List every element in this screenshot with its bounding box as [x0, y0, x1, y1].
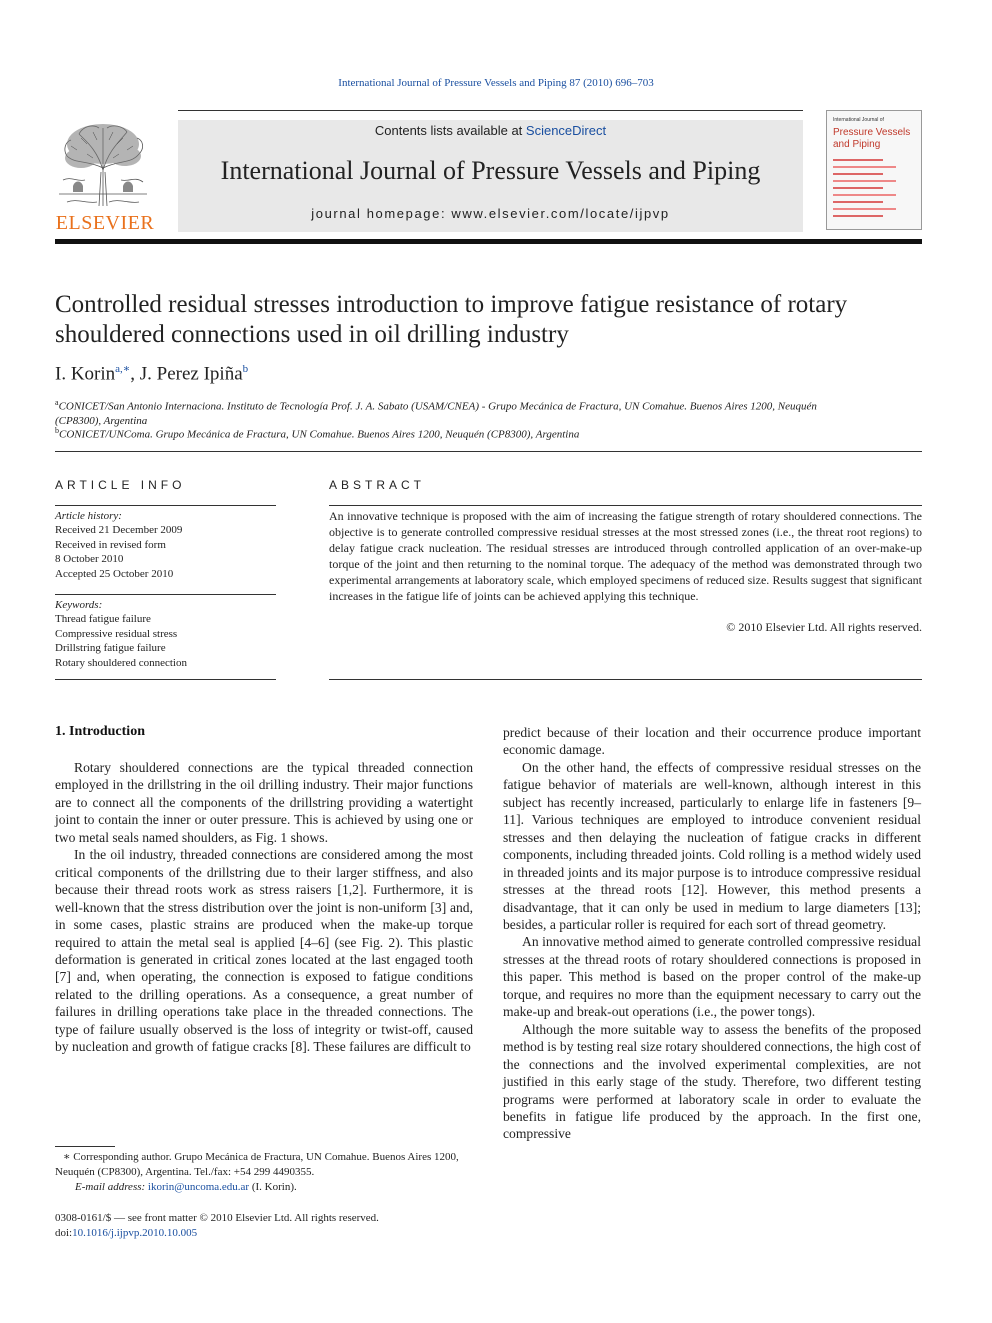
contents-line	[178, 120, 803, 142]
affiliation-mark: b	[55, 426, 59, 435]
doi-line	[55, 1226, 475, 1241]
cover-contents-lines	[833, 159, 917, 222]
journal-citation[interactable]: International Journal of Pressure Vessels and Piping 87 (2010) 696–703	[338, 77, 654, 89]
history-item: Accepted 25 October 2010	[55, 567, 174, 580]
article-info-rule	[55, 505, 276, 506]
paragraph: On the other hand, the effects of compressive residual stresses on the fatigue behavior of materials are well-known, although interest in this subject has recently increased, particularly to enlarge life in fasteners [9–11]. Various techniques are employed to introduce convenient residual stresses and then delaying the nucleation of fatigue cracks in different components, including threaded joints. Cold rolling is a method widely used in threaded joints and its major purpose is to introduce compressive residual stresses at the thread roots [12]. However, this method presents a disadvantage, that it can only be used in medium to large diameters [13]; besides, a particular roller is required for each sort of thread geometry.	[503, 759, 921, 932]
keywords-rule	[55, 594, 276, 595]
email-link[interactable]: ikorin@uncoma.edu.ar	[147, 1181, 250, 1193]
affiliation-b	[55, 424, 835, 442]
author-list	[55, 362, 248, 385]
history-item: Received in revised form	[55, 538, 166, 551]
issn-line: 0308-0161/$ — see front matter © 2010 Elsevier Ltd. All rights reserved.	[55, 1212, 379, 1224]
author-name[interactable]: J. Perez Ipiña	[139, 363, 243, 385]
article-info-bottom-rule	[55, 679, 276, 680]
history-item: 8 October 2010	[55, 553, 124, 566]
author-affiliation-mark[interactable]: b	[242, 363, 249, 375]
masthead-rule	[55, 239, 922, 244]
paragraph: predict because of their location and their occurrence produce important economic damage.	[503, 725, 921, 758]
affiliation-text: CONICET/San Antonio Internaciona. Instituto de Tecnología Prof. J. A. Sabato (USAM/CNEA) - Grupo Mecánica de Fractura, UN Comahue. Buenos Aires 1200, Neuquén (CP8300), Argentina	[55, 400, 817, 427]
abstract-copyright: © 2010 Elsevier Ltd. All rights reserved.	[726, 620, 922, 634]
journal-title: International Journal of Pressure Vessels and Piping	[220, 156, 761, 185]
journal-header	[178, 110, 803, 232]
email-label: E-mail address:	[75, 1181, 148, 1193]
paragraph: Rotary shouldered connections are the typical threaded connection employed in the drillstring in the oil drilling industry. Their major functions are to connect all the components of the drillstring providing a watertight joint to contain the inner or outer pressure. This is achieved by using one or two metal seals named shoulders, as Fig. 1 shows.	[55, 760, 473, 845]
email-line	[55, 1180, 473, 1195]
keyword: Drillstring fatigue failure	[55, 642, 166, 655]
cover-title: Pressure Vessels and Piping	[833, 127, 911, 150]
history-label: Article history:	[55, 510, 122, 522]
abstract-bottom-rule	[329, 679, 922, 680]
article-info-heading: ARTICLE INFO	[55, 478, 186, 492]
masthead	[55, 110, 922, 235]
affiliation-text: CONICET/UNComa. Grupo Mecánica de Fractura, UN Comahue. Buenos Aires 1200, Neuquén (CP8300), Argentina	[59, 428, 580, 441]
keywords	[55, 598, 275, 670]
body-column-left	[55, 759, 473, 1056]
paragraph: An innovative method aimed to generate controlled compressive residual stresses at the thread roots of rotary shouldered connections is proposed in this paper. This method is based on the proper control of the make-up torque, and requires no more than the equipment necessary to carry out the make-up and break-out operations (i.e., the power tongs).	[503, 934, 921, 1020]
corresponding-author-footnote	[55, 1150, 473, 1195]
article-history	[55, 509, 275, 581]
email-suffix: (I. Korin).	[249, 1181, 297, 1193]
paragraph: In the oil industry, threaded connections are considered among the most critical components of the drillstring due to their larger stiffness, and also because their thread roots work as stress raisers [1,2]. Furthermore, it is well-known that the stress distribution over the joint is non-uniform [3] and, in some cases, plastic strains are produced when the make-up torque required to attain the metal seal is applied [4–6] (see Fig. 2). This plastic deformation is generated in critical zones located at the last engaged tooth [7] and, when operating, the connection is exposed to fatigue conditions related to the drilling operations. As a consequence, a great number of failures in drilling operations take place in the threaded connections. The type of failure usually observed is the loss of integrity or twist-off, caused by nucleation and growth of fatigue cracks [8]. These failures are difficult to	[55, 847, 473, 1055]
abstract-heading: ABSTRACT	[329, 478, 426, 492]
elsevier-logo[interactable]	[55, 118, 155, 235]
keyword: Rotary shouldered connection	[55, 656, 187, 669]
abstract-rule	[329, 505, 922, 506]
section-heading-introduction: 1. Introduction	[55, 724, 145, 739]
author-affiliation-mark[interactable]: a,∗	[115, 363, 131, 375]
paragraph: Although the more suitable way to assess the benefits of the proposed method is by testing real size rotary shouldered connections, the high cost of the connections and the involved experimental complexities, are not justified in this early stage of the study. Therefore, two different testing programs were performed at laboratory scale in order to evaluate the benefits in fatigue life produced by the approach. In the first one, compressive	[503, 1021, 921, 1142]
keywords-label: Keywords:	[55, 599, 103, 611]
affiliation-a	[55, 396, 835, 428]
doi-label: doi:	[55, 1227, 73, 1239]
history-item: Received 21 December 2009	[55, 524, 183, 537]
affiliation-rule	[55, 451, 922, 452]
journal-homepage[interactable]: journal homepage: www.elsevier.com/locate/ijpvp	[311, 206, 670, 221]
elsevier-wordmark: ELSEVIER	[55, 212, 155, 234]
author-name[interactable]: I. Korin	[55, 363, 116, 385]
article-title: Controlled residual stresses introduction to improve fatigue resistance of rotary shouldered connections used in oil drilling industry	[55, 291, 848, 348]
doi-link[interactable]: 10.1016/j.ijpvp.2010.10.005	[72, 1227, 198, 1239]
elsevier-tree-icon	[57, 120, 149, 208]
keyword: Thread fatigue failure	[55, 613, 151, 626]
sciencedirect-link[interactable]: ScienceDirect	[525, 123, 607, 138]
contents-prefix: Contents lists available at	[374, 123, 526, 138]
author-separator: ,	[130, 363, 140, 385]
journal-cover-thumbnail[interactable]	[826, 110, 922, 230]
keyword: Compressive residual stress	[55, 627, 178, 640]
front-matter	[55, 1211, 475, 1241]
corresponding-note: ∗ Corresponding author. Grupo Mecánica de Fractura, UN Comahue. Buenos Aires 1200, Neuquén (CP8300), Argentina. Tel./fax: +54 299 4490355.	[55, 1151, 459, 1178]
affiliation-mark: a	[55, 398, 59, 407]
body-column-right	[503, 724, 921, 1143]
footnote-rule	[55, 1146, 115, 1147]
cover-small-text: International Journal of	[833, 117, 884, 123]
abstract-text: An innovative technique is proposed with the aim of increasing the fatigue strength of rotary shouldered connections. The objective is to generate controlled compressive residual stresses at the most stressed zones (i.e., the threat root regions) to delay fatigue crack nucleation. The residual stresses are introduced through controlled application of an over-make-up torque of the joint and then returning to the nominal torque. The adequacy of the method was demonstrated through two experimental arrangements at laboratory scale, which employed specimens of reduced size. Results suggest that significant increases in the fatigue life of joints can be achieved applying this technique.	[329, 509, 922, 603]
journal-band	[178, 142, 803, 232]
header-top-rule	[178, 110, 803, 111]
